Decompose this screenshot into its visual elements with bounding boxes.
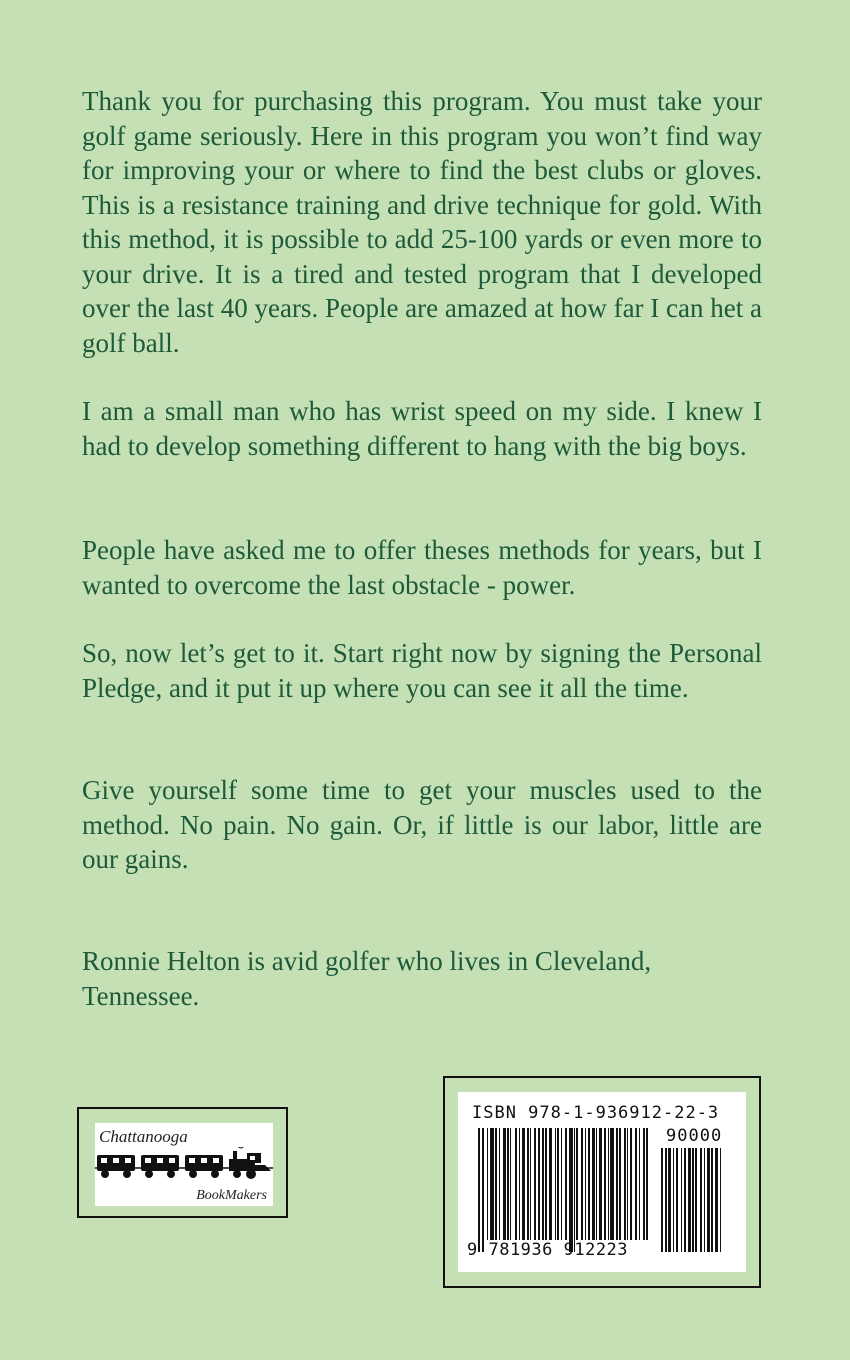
barcode-addon-icon	[661, 1148, 735, 1252]
author-bio: Ronnie Helton is avid golfer who lives in Cleveland, Tennessee.	[82, 946, 652, 1011]
barcode-bar	[635, 1128, 637, 1240]
barcode-bar	[581, 1128, 583, 1240]
barcode-bar	[695, 1148, 697, 1252]
barcode-bar	[604, 1128, 606, 1240]
barcode-bar	[515, 1128, 517, 1240]
pledge-paragraph: So, now let’s get to it. Start right now by signing the Personal Pledge, and it put it up where you can see it all the time.	[82, 638, 762, 703]
barcode-bar	[549, 1128, 552, 1240]
isbn-label: ISBN 978-1-936912-22-3	[472, 1103, 720, 1123]
muscles-paragraph: Give yourself some time to get your muscles used to the method. No pain. No gain. Or, if little is our labor, little are our gains.	[82, 775, 762, 874]
barcode-bar	[487, 1128, 488, 1240]
barcode-bar	[619, 1128, 621, 1240]
barcode-bar	[673, 1148, 674, 1252]
barcode-bar	[557, 1128, 559, 1240]
publisher-name-line2: BookMakers	[196, 1188, 267, 1203]
barcode-bar	[478, 1128, 480, 1252]
barcode-bar	[542, 1128, 544, 1240]
barcode-bar	[534, 1128, 536, 1240]
ean-digits: 9 781936 912223	[467, 1240, 629, 1260]
publisher-name-line1: Chattanooga	[99, 1127, 188, 1146]
barcode-bar	[510, 1128, 511, 1240]
barcode-bar	[507, 1128, 509, 1240]
publisher-logo	[77, 1107, 288, 1218]
train-icon	[95, 1147, 273, 1183]
price-code: 90000	[666, 1126, 723, 1146]
barcode-bar	[681, 1148, 682, 1252]
barcode-bar	[599, 1128, 602, 1240]
barcode-bar	[646, 1128, 648, 1240]
barcode-bar	[574, 1128, 575, 1252]
barcode-bar	[643, 1128, 645, 1240]
barcode-bar	[700, 1148, 702, 1252]
barcode-bar	[661, 1148, 663, 1252]
barcode-bar	[538, 1128, 540, 1240]
barcode-bar	[630, 1128, 632, 1240]
barcode-bar	[565, 1128, 567, 1240]
barcode-bar	[503, 1128, 506, 1240]
barcode-bar	[555, 1128, 556, 1240]
barcode-bar	[530, 1128, 531, 1240]
barcode-bar	[676, 1148, 678, 1252]
barcode-bar	[561, 1128, 562, 1240]
barcode-block	[443, 1076, 761, 1288]
barcode-bar	[704, 1148, 705, 1252]
barcode-panel	[458, 1092, 746, 1272]
barcode-bar	[610, 1128, 614, 1240]
barcode-bar	[545, 1128, 547, 1240]
barcode-bar	[585, 1128, 586, 1240]
barcode-bar	[569, 1128, 573, 1252]
barcode-bar	[720, 1148, 721, 1252]
barcode-bar	[692, 1148, 694, 1252]
barcode-bar	[495, 1128, 497, 1240]
barcode-bar	[522, 1128, 525, 1240]
barcode-bar	[527, 1128, 529, 1240]
barcode-bar	[576, 1128, 578, 1240]
barcode-bar	[616, 1128, 618, 1240]
barcode-bar	[490, 1128, 494, 1240]
publisher-logo-panel	[95, 1123, 273, 1206]
barcode-bar	[707, 1148, 710, 1252]
barcode-bar	[499, 1128, 500, 1240]
barcode-bar	[684, 1148, 686, 1252]
barcode-bar	[711, 1148, 713, 1252]
barcode-bar	[715, 1148, 718, 1252]
barcode-bar	[608, 1128, 609, 1240]
barcode-icon	[478, 1128, 648, 1252]
barcode-bar	[688, 1148, 691, 1252]
barcode-bar	[482, 1128, 484, 1252]
barcode-bar	[519, 1128, 520, 1240]
barcode-bar	[668, 1148, 671, 1252]
barcode-bar	[639, 1128, 640, 1240]
barcode-bar	[592, 1128, 595, 1240]
barcode-bar	[596, 1128, 597, 1240]
intro-paragraph: Thank you for purchasing this program. You must take your golf game seriously. Here in this program you won’t find way for improving your or where to find the best clubs or gloves. This is a resistance training and drive technique for gold. With this method, it is possible to add 25-100 yards or even more to your drive. It is a tired and tested program that I developed over the last 40 years. People are amazed at how far I can het a golf ball.	[82, 86, 762, 358]
barcode-bar	[627, 1128, 628, 1240]
wrist-speed-paragraph: I am a small man who has wrist speed on my side. I knew I had to develop something different to hang with the big boys.	[82, 396, 762, 461]
methods-paragraph: People have asked me to offer theses methods for years, but I wanted to overcome the last obstacle - power.	[82, 535, 762, 600]
barcode-bar	[588, 1128, 590, 1240]
barcode-bar	[624, 1128, 626, 1240]
barcode-bar	[665, 1148, 667, 1252]
